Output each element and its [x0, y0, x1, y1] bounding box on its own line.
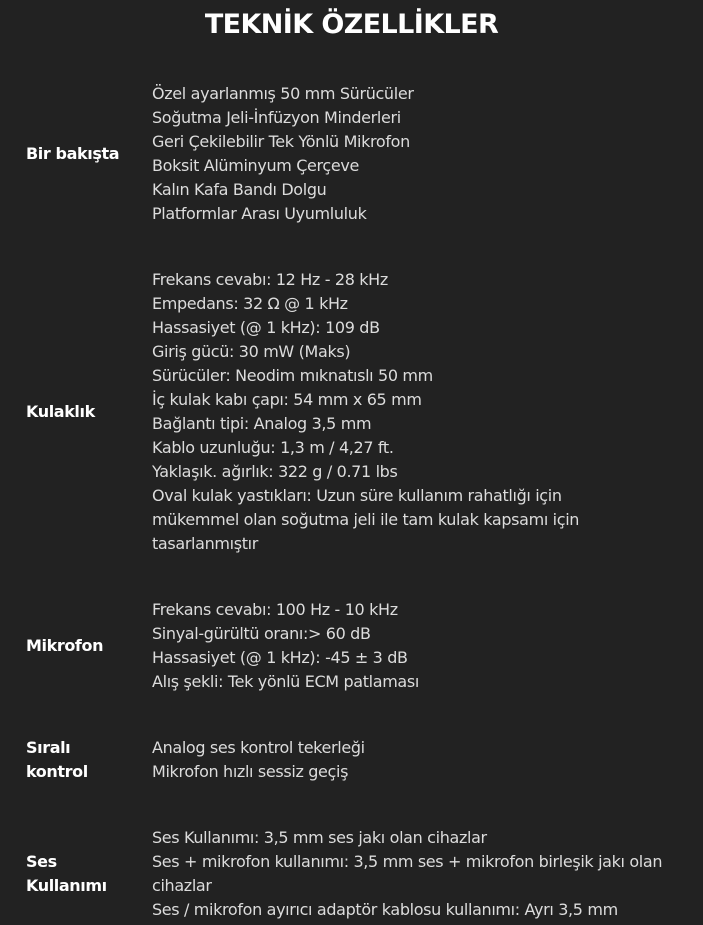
section-label: Mikrofon — [26, 636, 104, 655]
section-label: Ses Kullanımı — [26, 852, 107, 895]
spec-line: Oval kulak yastıkları: Uzun süre kullanım rahatlığı için mükemmel olan soğutma jeli ile tam kulak kapsamı için tasarlanmıştır — [152, 486, 580, 553]
spec-line: Frekans cevabı: 100 Hz - 10 kHz — [152, 600, 398, 619]
spec-line: Frekans cevabı: 12 Hz - 28 kHz — [152, 270, 388, 289]
spec-section-audio-usage — [0, 826, 703, 922]
spec-line: Özel ayarlanmış 50 mm Sürücüler — [152, 84, 414, 103]
spec-line: Geri Çekilebilir Tek Yönlü Mikrofon — [152, 132, 410, 151]
spec-line: Boksit Alüminyum Çerçeve — [152, 156, 359, 175]
spec-line: Sürücüler: Neodim mıknatıslı 50 mm — [152, 366, 433, 385]
spec-line: Soğutma Jeli-İnfüzyon Minderleri — [152, 108, 401, 127]
section-values — [152, 598, 703, 694]
spec-line: Ses + mikrofon kullanımı: 3,5 mm ses + mikrofon birleşik jakı olan cihazlar — [152, 852, 663, 895]
spec-line: Hassasiyet (@ 1 kHz): -45 ± 3 dB — [152, 648, 408, 667]
section-label: Kulaklık — [26, 402, 95, 421]
section-values — [152, 826, 703, 922]
section-label: Bir bakışta — [26, 144, 120, 163]
section-values — [152, 82, 703, 226]
spec-section-headphone — [0, 268, 703, 556]
spec-section-inline-control — [0, 736, 703, 784]
spec-line: Kablo uzunluğu: 1,3 m / 4,27 ft. — [152, 438, 394, 457]
spec-line: Ses / mikrofon ayırıcı adaptör kablosu kullanımı: Ayrı 3,5 mm — [152, 900, 618, 919]
spec-line: Kalın Kafa Bandı Dolgu — [152, 180, 327, 199]
spec-line: Giriş gücü: 30 mW (Maks) — [152, 342, 351, 361]
section-label: Sıralı kontrol — [26, 738, 88, 781]
spec-line: Yaklaşık. ağırlık: 322 g / 0.71 lbs — [152, 462, 398, 481]
spec-line: Empedans: 32 Ω @ 1 kHz — [152, 294, 348, 313]
section-values — [152, 736, 703, 784]
spec-line: Bağlantı tipi: Analog 3,5 mm — [152, 414, 372, 433]
page-title: TEKNİK ÖZELLİKLER — [204, 9, 499, 40]
spec-line: Hassasiyet (@ 1 kHz): 109 dB — [152, 318, 380, 337]
spec-line: Sinyal-gürültü oranı:> 60 dB — [152, 624, 371, 643]
section-values — [152, 268, 703, 556]
spec-line: İç kulak kabı çapı: 54 mm x 65 mm — [152, 390, 422, 409]
spec-line: Platformlar Arası Uyumluluk — [152, 204, 367, 223]
spec-section-microphone — [0, 598, 703, 694]
spec-line: Analog ses kontrol tekerleği — [152, 738, 365, 757]
spec-line: Mikrofon hızlı sessiz geçiş — [152, 762, 349, 781]
spec-section-overview — [0, 82, 703, 226]
spec-line: Alış şekli: Tek yönlü ECM patlaması — [152, 672, 419, 691]
spec-line: Ses Kullanımı: 3,5 mm ses jakı olan cihazlar — [152, 828, 487, 847]
